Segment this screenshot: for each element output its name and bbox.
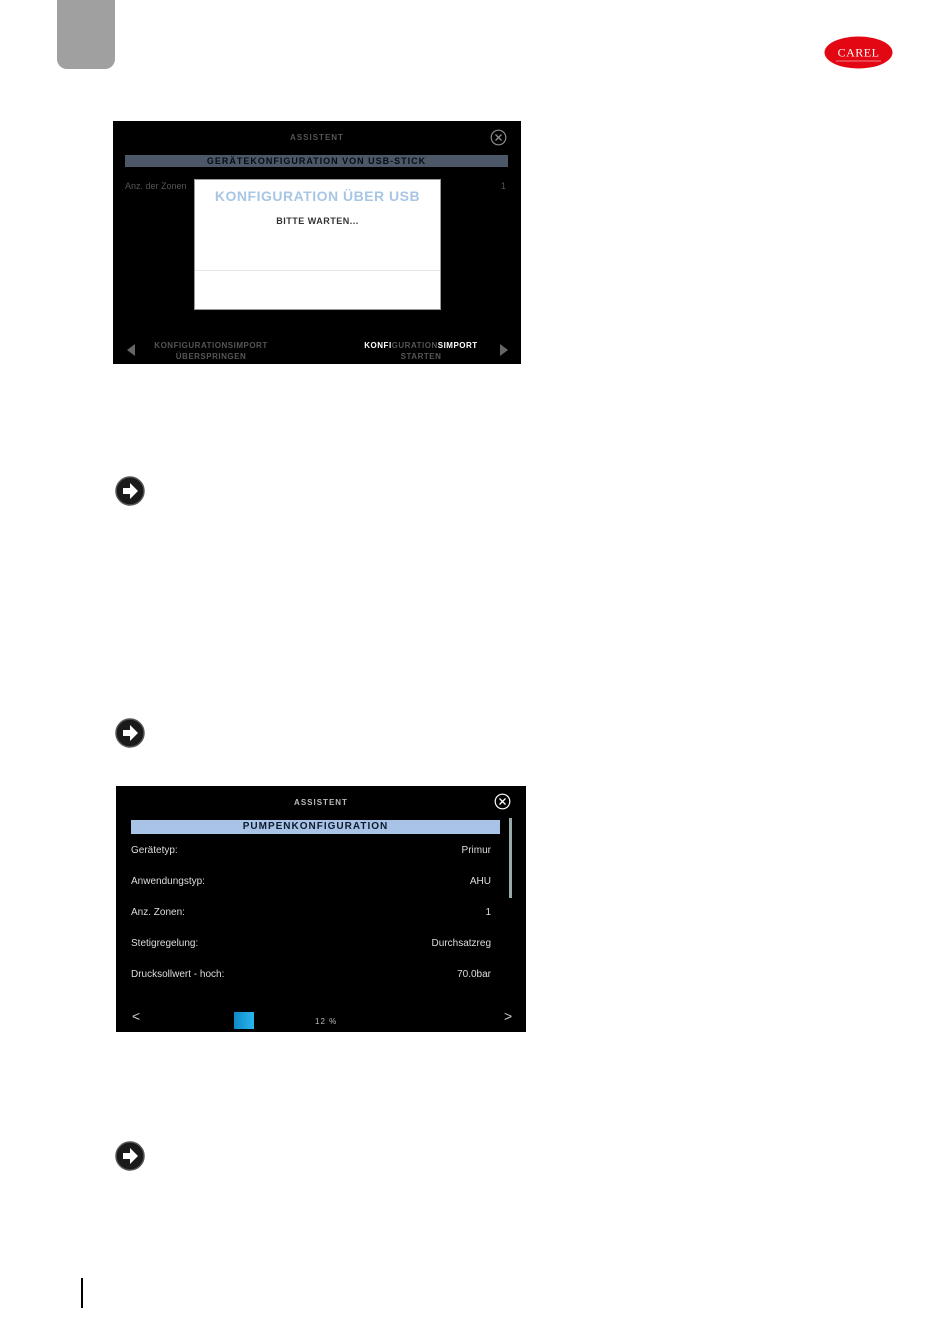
start-import-part3: SIMPORT [437, 341, 478, 350]
zones-value: 1 [501, 181, 507, 191]
pressure-setpoint-label: Drucksollwert - hoch: [131, 969, 225, 980]
usb-config-dialog [194, 179, 441, 310]
arrow-right-circle-icon [114, 1140, 146, 1172]
skip-import-line2: ÜBERSPRINGEN [175, 352, 247, 361]
device-type-value[interactable]: Primur [461, 845, 491, 856]
dialog-message: BITTE WARTEN... [276, 216, 359, 226]
dialog-divider [195, 270, 440, 271]
carel-logo [824, 36, 893, 69]
application-type-label: Anwendungstyp: [131, 876, 205, 887]
start-import-line2: STARTEN [400, 352, 442, 361]
close-icon[interactable] [494, 793, 511, 810]
application-type-value[interactable]: AHU [469, 876, 491, 887]
zones-value[interactable]: 1 [485, 907, 491, 918]
footer-rule [81, 1278, 83, 1308]
progress-percent: 12 % [315, 1017, 338, 1026]
zones-label: Anz. Zonen: [131, 907, 185, 918]
usb-config-screenshot [113, 121, 521, 364]
device-type-label: Gerätetyp: [131, 845, 178, 856]
close-icon[interactable] [490, 129, 507, 146]
pump-config-screenshot [116, 786, 526, 1032]
start-import-button[interactable] [351, 340, 491, 362]
skip-import-line1: KONFIGURATIONSIMPORT [154, 341, 268, 350]
dialog-title: KONFIGURATION ÜBER USB [214, 188, 421, 204]
screen-title: ASSISTENT [290, 133, 344, 142]
arrow-right-circle-icon [114, 475, 146, 507]
section-header: GERÄTEKONFIGURATION VON USB-STICK [125, 155, 508, 167]
brand-text: CAREL [837, 45, 880, 60]
modulation-value[interactable]: Durchsatzreg [431, 938, 491, 949]
arrow-right-circle-icon [114, 717, 146, 749]
left-arrow-icon[interactable] [127, 344, 135, 356]
section-header: PUMPENKONFIGURATION [131, 820, 500, 834]
skip-import-button[interactable] [141, 340, 281, 362]
right-arrow-icon[interactable] [500, 344, 508, 356]
zones-label: Anz. der Zonen [125, 181, 187, 191]
chapter-tab [57, 0, 115, 69]
previous-arrow-icon[interactable]: < [132, 1008, 141, 1024]
progress-indicator [234, 1012, 254, 1029]
next-arrow-icon[interactable]: > [504, 1008, 513, 1024]
start-import-part1: KONFI [364, 341, 392, 350]
start-import-part2: GURATION [391, 341, 438, 350]
pressure-setpoint-value[interactable]: 70.0bar [457, 969, 491, 980]
modulation-label: Stetigregelung: [131, 938, 199, 949]
scrollbar-thumb[interactable] [509, 818, 512, 898]
screen-title: ASSISTENT [294, 798, 348, 807]
